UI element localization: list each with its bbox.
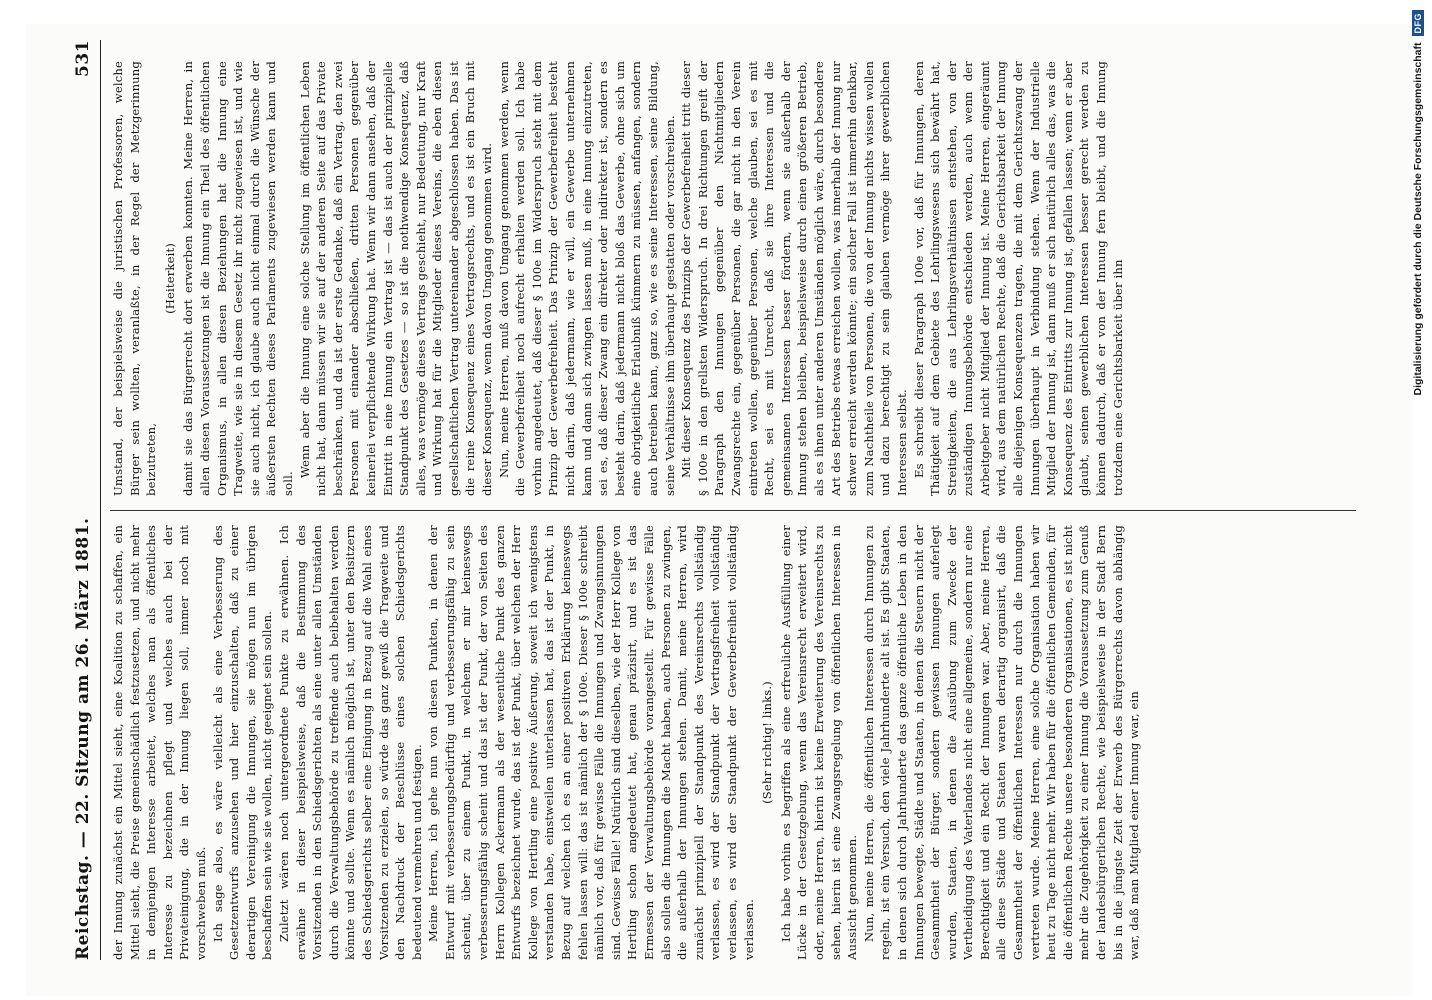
paragraph: Nun, meine Herren, muß davon Umgang genommen werden, wenn die Gewerbefreiheit noch aufrecht erhalten werden soll. Ich habe vorhin angedeutet, daß dieser § 100e im Widerspruch steht mit dem Prinzip der Gewerbefreiheit. Das Prinzip der Gewerbefreiheit besteht nicht darin, daß jedermann, wie er will, ein Gewerbe unternehmen kann und dann sich zwingen lassen muß, in eine Innung einzutreten, sei es, daß dieser Zwang ein direkter oder indirekter ist, sondern es besteht darin, daß jedermann nicht bloß das Gewerbe, ohne sich um eine obrigkeitliche Erlaubniß kümmern zu müssen, anfangen, sondern auch betreiben kann, ganz so, wie es seine Interessen, seine Bildung, seine Verhältnisse ihm überhaupt gestatten oder vorschreiben. [496,61,677,496]
dfg-logo: DFG [1412,10,1424,37]
page-number: 531 [73,40,93,77]
column-divider [110,510,1356,511]
paragraph: damit sie das Bürgerrecht dort erwerben konnten. Meine Herren, in allen diesen Voraussetzungen ist die Innung ein Theil des öffentlichen Organismus, in allen diesen Beziehungen hat die Innung eine Tragweite, wie sie in diesem Gesetz ihr nicht zugewiesen ist, und wie sie auch nicht, ich glaube auch nicht einmal durch die Wünsche der äußersten Rechten dieses Parlaments zugewiesen werden kann und soll. [181,61,295,496]
rotated-page-content [66,30,1366,970]
paragraph: Mit dieser Konsequenz des Prinzips der Gewerbefreiheit tritt dieser § 100e in den grellsten Widerspruch. In drei Richtungen greift der Paragraph den Innungen gegenüber den Nichtmitgliedern Zwangsrechte ein, gegenüber Personen, die gar nicht in den Verein eintreten wollen, gegenüber Personen, welche glauben, sei es mit Recht, sei es mit Unrecht, daß sie ihre Interessen und die gemeinsamen Interessen besser fördern, wenn sie außerhalb der Innung stehen bleiben, beispielsweise durch einen größeren Betrieb, als es ihnen unter anderen Umständen möglich wäre, durch besondere Art des Betriebs etwas erreichen wollen, was innerhalb der Innung nur schwer erreicht werden könnte; ein solcher Fall ist immerhin denkbar, zum Nachtheile von Personen, die von der Innung nichts wissen wollen und dazu berechtigt zu sein glauben vermöge ihrer gewerblichen Interessen selbst. [679,61,909,496]
paragraph: Ich habe vorhin es begriffen als eine erfreuliche Ausfüllung einer Lücke in der Gesetzgebung, wenn das Vereinsrecht erweitert wird, oder, meine Herren, hierin ist keine Erweiterung des Vereinsrechts zu sehen, hierin ist eine Zwangsregelung von öffentlichen Interessen in Aussicht genommen. [778,525,860,960]
paragraph: Ich sage also, es wäre vielleicht als eine Verbesserung des Gesetzentwurfs anzusehen und hier einzuschalten, daß zu einer derartigen Vereinigung die Innungen, sie mögen nun im übrigen beschaffen sein wie sie wollen, nicht geeignet sein sollen. [210,525,275,960]
interjection-applause: (Sehr richtig! links.) [760,681,775,804]
header-rule [100,40,101,960]
right-column [110,61,1358,496]
interjection-laughter: (Heiterkeit) [162,243,177,314]
running-header [66,40,100,960]
paragraph: Wenn aber die Innung eine solche Stellung im öffentlichen Leben nicht hat, dann müssen wir sie auf der anderen Seite auf das Private beschränken, und da ist der erste Gedanke, daß ein Vertrag, den zwei Personen mit einander abschließen, dritten Personen gegenüber keinerlei verpflichtende Wirkung hat. Wenn wir dann ansehen, daß der Eintritt in eine Innung ein Vertrag ist — das ist auch der prinzipielle Standpunkt des Gesetzes — so ist die nothwendige Konsequenz, daß alles, was vermöge dieses Vertrags geschieht, nur Bedeutung, nur Kraft und Wirkung hat für die Mitglieder dieses Vereins, die eben diesen gesellschaftlichen Vertrag untereinander abgeschlossen haben. Das ist die reine Konsequenz eines Vertragsrechts, und es ist ein Bruch mit dieser Konsequenz, wenn davon Umgang genommen wird. [297,61,495,496]
left-column [110,525,1358,960]
header-title: Reichstag. — 22. Sitzung am 26. März 1881. [73,517,93,960]
paragraph: Zuletzt wären noch untergeordnete Punkte zu erwähnen. Ich erwähne in dieser beispielsweise, daß die Bestimmung des Vorsitzenden in den Schiedsgerichten als eine unter allen Umständen durch die Verwaltungsbehörde zu treffende auch beibehalten werden könnte und sollte. Wenn es nämlich möglich ist, unter den Beisitzern des Schiedsgerichts selber eine Einigung in Bezug auf die Wahl eines Vorsitzenden zu erzielen, so würde das ganz gewiß die Tragweite und den Nachdruck der Beschlüsse eines solchen Schiedsgerichts bedeutend vermehren und festigen. [276,525,424,960]
paragraph: Umstand, der beispielsweise die juristischen Professoren, welche Bürger sein wollten, veranlaßte, in der Regel der Metzgerinnung beizutreten, [111,61,159,496]
paragraph: der Innung zunächst ein Mittel sieht, eine Koalition zu schaffen, ein Mittel sieht, die Preise gemeinschädlich festzusetzen, und nicht mehr in demjenigen Interesse arbeitet, welches man als öffentliches Interesse zu bezeichnen pflegt und welches auch bei der Privateinigung, die in der Innung liegen soll, immer noch mit vorschweben muß. [111,525,208,960]
credit-text: Digitalisierung gefördert durch die Deutsche Forschungsgemeinschaft [1412,42,1424,396]
paragraph: Nun, meine Herren, die öffentlichen Interessen durch Innungen zu regeln, ist ein Versuch, den viele Jahrhunderte alt ist. Es gibt Staaten, in denen sich durch Jahrhunderte das ganze öffentliche Leben in den Innungen bewegte, Städte und Staaten, in denen die Steuern nicht der Gesammtheit der Bürger, sondern gewissen Innungen auferlegt wurden, Staaten, in denen die Ausübung zum Zwecke der Vertheidigung des Vaterlandes nicht eine allgemeine, sondern nur eine Berechtigkeit und ein Recht der Innungen war. Aber, meine Herren, alle diese Städte und Staaten waren derartig organisirt, daß die Gesammtheit der öffentlichen Interessen nur durch die Innungen vertreten wurde. Meine Herren, eine solche Organisation haben wir heut zu Tage nicht mehr. Wir haben für die öffentlichen Gemeinden, für die öffentlichen Rechte unsere besonderen Organisationen, es ist nicht mehr die Zugehörigkeit zu einer Innung die Voraussetzung zum Genuß der landesbürgerlichen Rechte, wie beispielsweise in der Stadt Bern bis in die jüngste Zeit der Erwerb des Bürgerrechts davon abhängig war, daß man Mitglied einer Innung war, ein [861,525,1142,960]
paragraph: Meine Herren, ich gehe nun von diesen Punkten, in denen der Entwurf mit verbesserungsbedürftig und verbesserungsfähig zu sein scheint, über zu einem Punkt, in welchem er mir keineswegs verbesserungsfähig scheint und das ist der Punkt, der von Seiten des Herrn Kollegen Ackermann als der wesentliche Punkt des ganzen Entwurfs bezeichnet wurde, das ist der Punkt, über welchen der Herr Kollege von Hertling eine positive Äußerung, soweit ich wenigstens verstanden habe, einstweilen unterlassen hat, das ist der Punkt, in Bezug auf welchen ich es an einer positiven Erklärung keineswegs fehlen lassen will: das ist nämlich der § 100e. Dieser § 100e schreibt nämlich vor, daß für gewisse Fälle die Innungen und Zwangsinnungen sind. Gewisse Fälle! Natürlich sind dieselben, wie der Herr Kollege von Hertling schon angedeutet hat, genau präzisirt, und es ist das Ermessen der Verwaltungsbehörde vorangestellt. Für gewisse Fälle also sollen die Innungen die Macht haben, auch Personen zu zwingen, die außerhalb der Innungen stehen. Damit, meine Herren, wird zunächst prinzipiell der Standpunkt des Vereinsrechts vollständig verlassen, es wird der Standpunkt der Vertragsfreiheit vollständig verlassen, es wird der Standpunkt der Gewerbefreiheit vollständig verlassen. [426,525,756,960]
digitization-credit [1410,10,1426,990]
paragraph: Es schreibt dieser Paragraph 100e vor, daß für Innungen, deren Thätigkeit auf dem Gebiete des Lehrlingswesens sich bewährt hat, Streitigkeiten, die aus Lehrlingsverhältnissen entstehen, von der zuständigen Innungsbehörde entschieden werden, auch wenn der Arbeitgeber nicht Mitglied der Innung ist. Meine Herren, eingeräumt wird, aus dem natürlichen Rechte, daß die Gerichtsbarkeit der Innung alle diejenigen Konsequenzen tragen, die mit dem Gerichtszwang der Innungen überhaupt in Verbindung stehen. Wenn der Industrielle Mitglied der Innung ist, dann muß er sich natürlich alles das, was die Konsequenz des Eintritts zur Innung ist, gefallen lassen; wenn er aber glaubt, seinen gewerblichen Interessen besser gerecht werden zu können dadurch, daß er von der Innung fern bleibt, und die Innung trotzdem eine Gerichtsbarkeit über ihn [911,61,1125,496]
